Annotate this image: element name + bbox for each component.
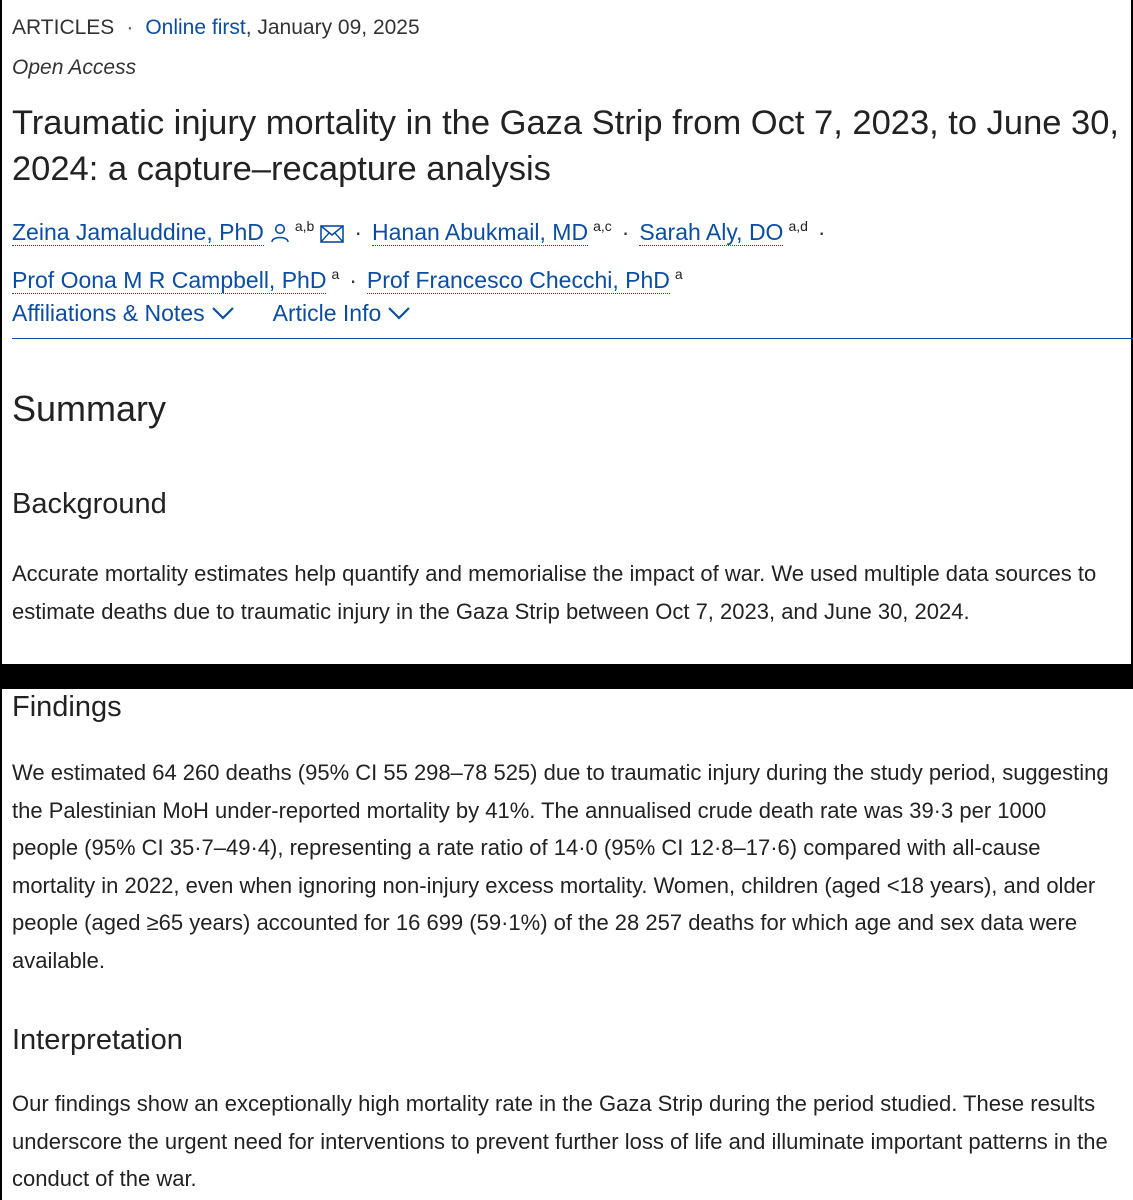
author-affiliation: a,d: [788, 218, 808, 234]
author-separator: ·: [817, 219, 826, 245]
author-affiliation: a: [674, 266, 683, 282]
article-info-label: Article Info: [272, 300, 382, 326]
online-first-link[interactable]: Online first: [145, 16, 246, 39]
background-text: Accurate mortality estimates help quantify and memorialise the impact of war. We used multiple data sources to estimate deaths due to traumatic injury in the Gaza Strip between Oct 7, 2023, and June 30, 2024.: [12, 561, 1097, 624]
author-link-checchi[interactable]: Prof Francesco Checchi, PhD: [366, 267, 670, 293]
author-separator: ·: [354, 219, 363, 245]
article-meta-line: [12, 16, 420, 40]
header-rule: [12, 338, 1133, 339]
image-divider-bar: [0, 664, 1133, 689]
article-info-toggle[interactable]: [273, 300, 412, 326]
background-heading: Background: [12, 488, 167, 520]
chevron-down-icon: [387, 306, 411, 320]
article-toggles: [12, 300, 449, 327]
author-link-abukmail[interactable]: Hanan Abukmail, MD: [372, 219, 589, 245]
author-list: [12, 207, 1122, 300]
chevron-down-icon: [211, 306, 235, 320]
meta-separator: ·: [126, 16, 134, 39]
author-link-jamaluddine[interactable]: Zeina Jamaluddine, PhD: [12, 219, 264, 245]
person-icon[interactable]: [270, 216, 290, 255]
author-affiliation: a,b: [294, 218, 315, 234]
article-title: Traumatic injury mortality in the Gaza Strip from Oct 7, 2023, to June 30, 2024: a capture–recapture analysis: [12, 104, 1120, 188]
affiliations-notes-toggle[interactable]: [12, 300, 235, 326]
email-icon[interactable]: [320, 216, 344, 255]
publication-date: , January 09, 2025: [245, 16, 420, 39]
findings-text: We estimated 64 260 deaths (95% CI 55 298–78 525) due to traumatic injury during the study period, suggesting the Palestinian MoH under-reported mortality by 41%. The annualised crude death rate was 39·3 per 1000 people (95% CI 35·7–49·4), representing a rate ratio of 14·0 (95% CI 12·8–17·6) compared with all-cause mortality in 2022, even when ignoring non-injury excess mortality. Women, children (aged <18 years), and older people (aged ≥65 years) accounted for 16 699 (59·1%) of the 28 257 deaths for which age and sex data were available.: [12, 760, 1109, 973]
article-summary-panel: [0, 689, 1133, 1200]
open-access-label: Open Access: [12, 56, 137, 79]
findings-heading: Findings: [12, 691, 122, 723]
author-separator: ·: [349, 267, 357, 293]
section-label: ARTICLES: [12, 16, 115, 39]
affiliations-notes-label: Affiliations & Notes: [12, 300, 205, 326]
author-link-campbell[interactable]: Prof Oona M R Campbell, PhD: [12, 267, 327, 293]
author-affiliation: a,c: [593, 218, 612, 234]
author-link-aly[interactable]: Sarah Aly, DO: [639, 219, 784, 245]
author-separator: ·: [621, 219, 630, 245]
interpretation-heading: Interpretation: [12, 1024, 183, 1056]
interpretation-text: Our findings show an exceptionally high mortality rate in the Gaza Strip during the period studied. These results underscore the urgent need for interventions to prevent further loss of life and illuminate important patterns in the conduct of the war.: [12, 1091, 1108, 1191]
summary-heading: Summary: [12, 388, 167, 429]
author-affiliation: a: [331, 266, 340, 282]
